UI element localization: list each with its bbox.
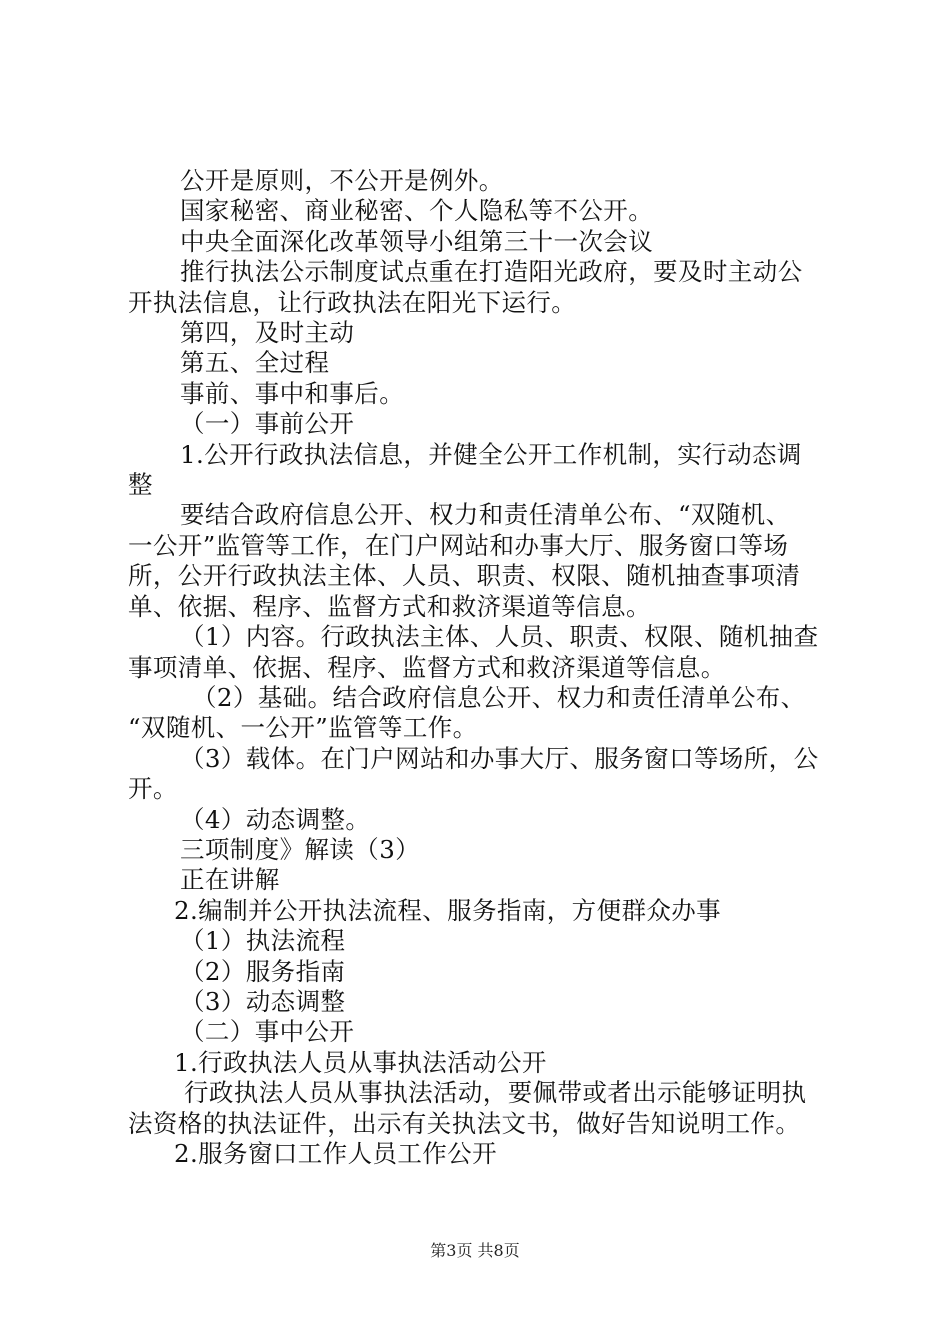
paragraph-line: 正在讲解 <box>180 865 280 895</box>
paragraph-line: 事项清单、依据、程序、监督方式和救济渠道等信息。 <box>128 652 726 682</box>
paragraph-line: 事前、事中和事后。 <box>180 378 405 408</box>
document-body <box>128 166 833 1169</box>
paragraph-line: 推行执法公示制度试点重在打造阳光政府，要及时主动公 <box>180 257 803 287</box>
paragraph-line: 第五、全过程 <box>180 348 330 378</box>
paragraph-line: 法资格的执法证件，出示有关执法文书，做好告知说明工作。 <box>128 1108 801 1138</box>
paragraph-line: （2）基础。结合政府信息公开、权力和责任清单公布、 <box>192 682 806 712</box>
list-item: （3）动态调整 <box>180 986 346 1016</box>
subsection-heading: 1.行政执法人员从事执法活动公开 <box>174 1047 547 1077</box>
paragraph-line: （1）内容。行政执法主体、人员、职责、权限、随机抽查 <box>180 622 819 652</box>
list-item: （2）服务指南 <box>180 956 346 986</box>
paragraph-line: 公开是原则，不公开是例外。 <box>180 166 504 195</box>
paragraph-line: 开。 <box>128 774 178 804</box>
paragraph-line: 单、依据、程序、监督方式和救济渠道等信息。 <box>128 591 651 621</box>
paragraph-line: 开执法信息，让行政执法在阳光下运行。 <box>128 287 577 317</box>
subsection-heading: 2.服务窗口工作人员工作公开 <box>174 1139 497 1168</box>
subsection-heading: 整 <box>128 470 153 500</box>
paragraph-line: 所，公开行政执法主体、人员、职责、权限、随机抽查事项清 <box>128 561 801 591</box>
list-item: （1）执法流程 <box>180 926 346 956</box>
paragraph-line: “双随机、一公开”监管等工作。 <box>128 713 478 743</box>
section-heading: （二）事中公开 <box>180 1017 355 1047</box>
page-footer: 第3页 共8页 <box>430 1241 520 1260</box>
paragraph-line: 行政执法人员从事执法活动，要佩带或者出示能够证明执 <box>184 1078 807 1108</box>
subsection-heading: 2.编制并公开执法流程、服务指南，方便群众办事 <box>174 895 722 925</box>
section-heading: （一）事前公开 <box>180 409 355 439</box>
paragraph-line: 三项制度》解读（3） <box>180 834 421 864</box>
paragraph-line: （4）动态调整。 <box>180 804 371 834</box>
paragraph-line: 一公开”监管等工作，在门户网站和办事大厅、服务窗口等场 <box>128 530 789 560</box>
paragraph-line: 要结合政府信息公开、权力和责任清单公布、“双随机、 <box>180 500 791 530</box>
paragraph-line: （3）载体。在门户网站和办事大厅、服务窗口等场所，公 <box>180 743 819 773</box>
paragraph-line: 中央全面深化改革领导小组第三十一次会议 <box>180 226 654 256</box>
paragraph-line: 国家秘密、商业秘密、个人隐私等不公开。 <box>180 196 654 226</box>
subsection-heading: 1.公开行政执法信息，并健全公开工作机制，实行动态调 <box>180 439 802 469</box>
paragraph-line: 第四，及时主动 <box>180 318 355 348</box>
